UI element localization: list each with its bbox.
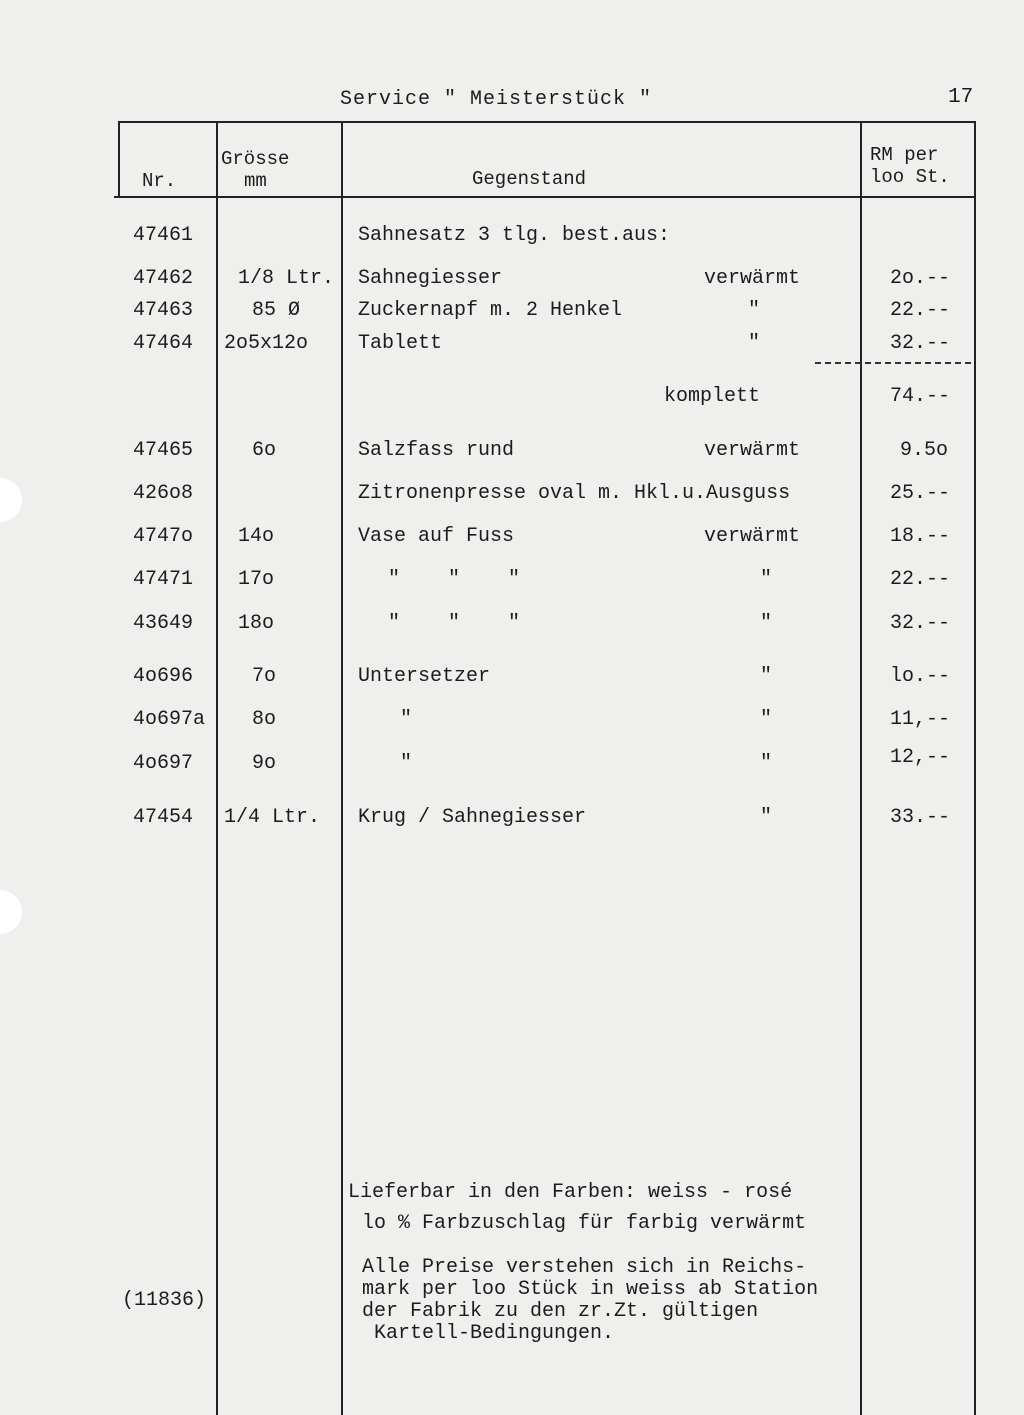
header-groesse: Grösse [221, 148, 290, 170]
table-top-border [118, 121, 976, 123]
header-gegenstand: Gegenstand [472, 168, 587, 190]
col-border-size [341, 121, 343, 1415]
subtotal-label: komplett [664, 385, 761, 408]
cell-price: lo.-- [890, 665, 951, 688]
cell-size: 9o [252, 752, 277, 775]
cell-item: Sahnesatz 3 tlg. best.aus: [358, 224, 671, 247]
footer-surcharge: lo % Farbzuschlag für farbig verwärmt [362, 1212, 807, 1235]
cell-price: 9.5o [900, 439, 949, 462]
cell-size: 17o [238, 568, 275, 591]
cell-nr: 47462 [133, 267, 194, 290]
cell-nr: 4o697 [133, 752, 194, 775]
footer-terms-1: Alle Preise verstehen sich in Reichs- [362, 1256, 807, 1279]
cell-nr: 43649 [133, 612, 194, 635]
cell-size: 1/4 Ltr. [224, 806, 321, 829]
col-border-item [860, 121, 862, 1415]
cell-nr: 47454 [133, 806, 194, 829]
cell-size: 1/8 Ltr. [238, 267, 335, 290]
cell-item: Zitronenpresse oval m. Hkl.u.Ausguss [358, 482, 791, 505]
col-border-right [974, 121, 976, 1415]
cell-note: " [760, 806, 773, 829]
header-groesse-unit: mm [244, 170, 267, 192]
cell-note: verwärmt [704, 525, 801, 548]
cell-item: " [400, 708, 413, 731]
punch-hole-lower [0, 890, 22, 934]
cell-price: 32.-- [890, 612, 951, 635]
cell-item: " " " [388, 568, 521, 591]
cell-price: 2o.-- [890, 267, 951, 290]
footer-colors: Lieferbar in den Farben: weiss - rosé [348, 1181, 793, 1204]
header-price-unit: loo St. [870, 166, 950, 188]
cell-note: " [760, 752, 773, 775]
header-nr: Nr. [142, 170, 177, 192]
cell-nr: 4o696 [133, 665, 194, 688]
cell-item: Tablett [358, 332, 443, 355]
cell-size: 2o5x12o [224, 332, 309, 355]
cell-size: 8o [252, 708, 277, 731]
page-title: Service " Meisterstück " [340, 88, 653, 111]
cell-item: Vase auf Fuss [358, 525, 515, 548]
cell-item: " " " [388, 612, 521, 635]
cell-nr: 426o8 [133, 482, 194, 505]
cell-nr: 47465 [133, 439, 194, 462]
cell-nr: 47471 [133, 568, 194, 591]
page-number: 17 [948, 86, 974, 109]
cell-item: " [400, 752, 413, 775]
subtotal-price: 74.-- [890, 385, 951, 408]
cell-note: " [760, 612, 773, 635]
cell-price: 33.-- [890, 806, 951, 829]
cell-note: " [748, 299, 761, 322]
cell-item: Sahnegiesser [358, 267, 503, 290]
cell-nr: 47464 [133, 332, 194, 355]
cell-price: 22.-- [890, 299, 951, 322]
cell-nr: 4o697a [133, 708, 206, 731]
cell-size: 18o [238, 612, 275, 635]
cell-price: 18.-- [890, 525, 951, 548]
cell-nr: 4747o [133, 525, 194, 548]
header-price: RM per [870, 144, 939, 166]
footer-terms-2: mark per loo Stück in weiss ab Station [362, 1278, 819, 1301]
cell-item: Salzfass rund [358, 439, 515, 462]
cell-price: 11,-- [890, 708, 951, 731]
punch-hole-upper [0, 478, 22, 522]
cell-size: 85 Ø [252, 299, 301, 322]
cell-note: " [760, 665, 773, 688]
footer-terms-4: Kartell-Bedingungen. [374, 1322, 615, 1345]
cell-item: Krug / Sahnegiesser [358, 806, 587, 829]
cell-price: 12,-- [890, 746, 951, 769]
cell-nr: 47463 [133, 299, 194, 322]
cell-size: 6o [252, 439, 277, 462]
cell-size: 7o [252, 665, 277, 688]
cell-note: verwärmt [704, 267, 801, 290]
cell-price: 32.-- [890, 332, 951, 355]
cell-item: Untersetzer [358, 665, 491, 688]
cell-price: 25.-- [890, 482, 951, 505]
cell-nr: 47461 [133, 224, 194, 247]
col-border-left [118, 121, 120, 198]
cell-item: Zuckernapf m. 2 Henkel [358, 299, 623, 322]
cell-note: " [748, 332, 761, 355]
subtotal-rule [815, 362, 971, 364]
cell-note: verwärmt [704, 439, 801, 462]
cell-size: 14o [238, 525, 275, 548]
header-bottom-border [114, 196, 976, 198]
cell-price: 22.-- [890, 568, 951, 591]
col-border-nr [216, 121, 218, 1415]
footer-terms-3: der Fabrik zu den zr.Zt. gültigen [362, 1300, 759, 1323]
cell-note: " [760, 708, 773, 731]
cell-note: " [760, 568, 773, 591]
document-code: (11836) [122, 1289, 207, 1312]
